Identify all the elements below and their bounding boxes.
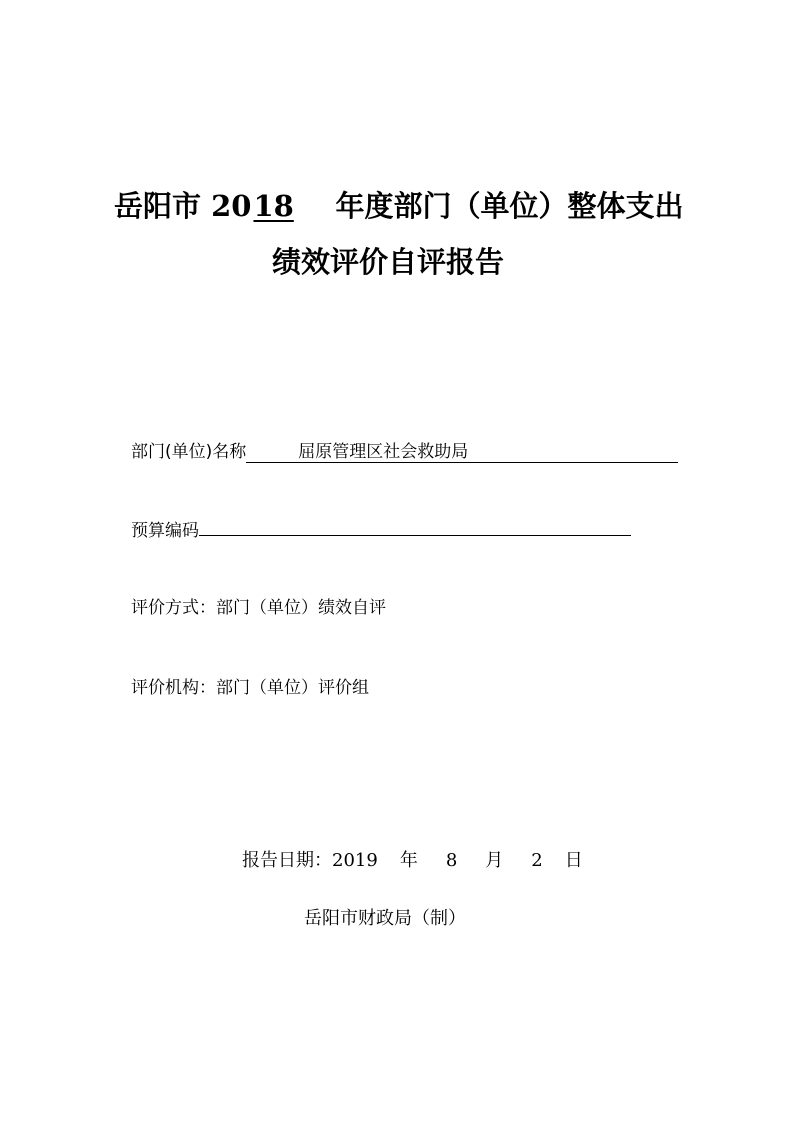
report-title-line1 [114,184,683,225]
evaluation-org-row [131,673,369,698]
report-date-month: 8 [445,850,458,871]
department-label: 部门(单位)名称 [131,442,247,462]
title-year: 18 [253,189,294,223]
evaluation-org-label: 评价机构： [131,678,216,698]
budget-code-label: 预算编码 [131,521,199,541]
budget-code-row [131,515,631,541]
issuer: 岳阳市财政局（制） [304,908,466,929]
report-date-month-unit: 月 [485,850,504,871]
report-date-year-unit: 年 [399,850,418,871]
budget-code-value [199,515,631,536]
report-title-line2: 绩效评价自评报告 [272,245,505,279]
report-date-day: 2 [531,850,543,871]
report-date-label: 报告日期： [242,850,332,871]
evaluation-method-row [131,593,386,618]
report-date-year: 2019 [332,850,378,871]
department-value: 屈原管理区社会救助局 [246,437,678,463]
title-suffix: 年度部门（单位）整体支出 [335,189,684,223]
department-row [131,437,678,463]
title-prefix: 岳阳市 20 [114,189,252,223]
evaluation-method-label: 评价方式： [131,598,216,618]
evaluation-org-value: 部门（单位）评价组 [216,678,369,698]
report-date [242,846,583,872]
evaluation-method-value: 部门（单位）绩效自评 [216,598,386,618]
report-date-day-unit: 日 [564,850,583,871]
